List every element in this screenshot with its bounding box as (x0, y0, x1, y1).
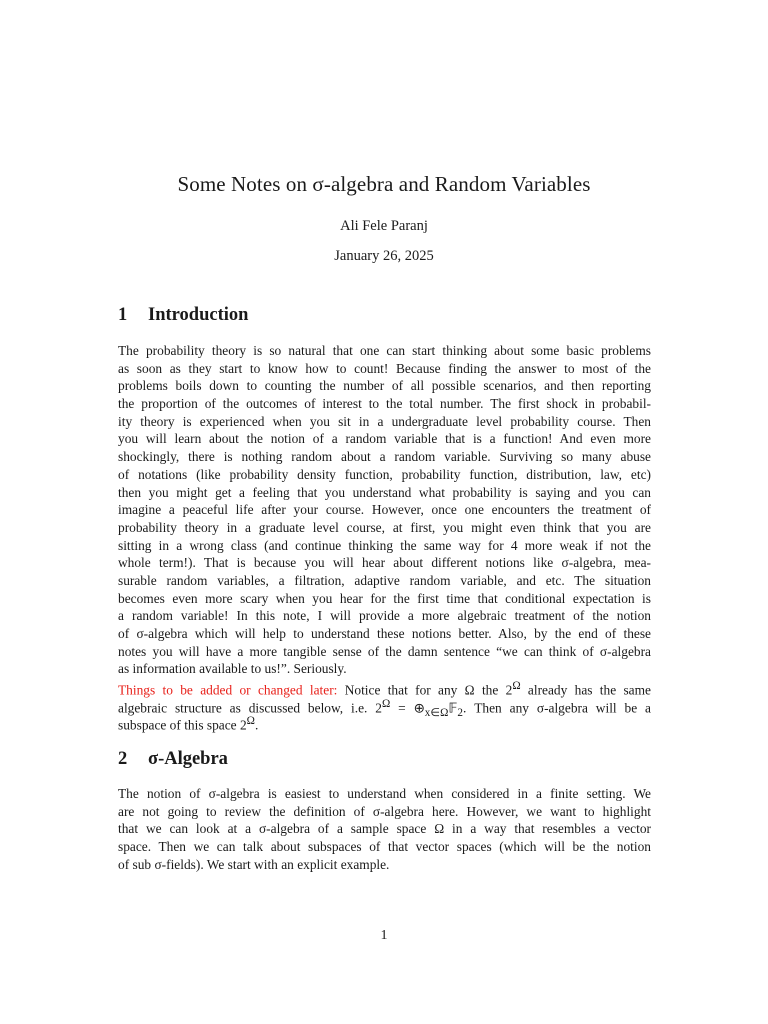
todo-note-line: algebraic structure as discussed below, i.e. $2^\Omega$ = $\oplus_{x\in\Omega}𝔽_2$. Then any σ-algebra will be a (118, 697, 651, 719)
paragraph-line: the proportion of the outcomes of interest to the total number. The first shock in probabil- (118, 396, 651, 412)
paragraph-line: then you might get a feeling that you understand what probability is saying and you can (118, 484, 651, 500)
paragraph-line: sitting in a wrong class (and continue thinking the same way for 4 more weak if not the (118, 537, 651, 553)
sigma-algebra-paragraph (118, 785, 651, 873)
paragraph-line: ity theory is experienced when you sit in a undergraduate level probability course. Then (118, 413, 651, 429)
todo-note-line: Things to be added or changed later: Notice that for any Ω the $2^\Omega$ already has the same (118, 680, 651, 698)
section-heading-introduction (118, 305, 248, 326)
document-title: Some Notes on σ-algebra and Random Variables (177, 172, 591, 196)
paragraph-line: are not going to review the definition of σ-algebra here. However, we want to highlight (118, 803, 651, 819)
paragraph-line: as information available to us!”. Seriously. (118, 661, 347, 677)
paragraph-line: of notations (like probability density function, probability function, distribution, law, etc) (118, 466, 651, 482)
paragraph-line: surable random variables, a filtration, adaptive random variable, and etc. The situation (118, 572, 651, 588)
document-author: Ali Fele Paranj (340, 218, 428, 234)
paragraph-line: you will learn about the notion of a random variable that is a function! And even more (118, 431, 651, 447)
paragraph-line: notes you will have a more tangible sense of the damn sentence “we can think of σ-algebra (118, 643, 651, 659)
paragraph-line: problems boils down to counting the number of all possible scenarios, and then reporting (118, 378, 651, 394)
paragraph-line: a random variable! In this note, I will provide a more algebraic treatment of the notion (118, 608, 651, 624)
paragraph-line: probability theory in a graduate level course, at first, you might even think that you are (118, 519, 651, 535)
paragraph-line: imagine a peaceful life after your course. However, once one encounters the treatment of (118, 502, 651, 518)
section-number: 2 (118, 749, 128, 769)
paragraph-line: The notion of σ-algebra is easiest to understand when considered in a finite setting. We (118, 786, 651, 801)
paragraph-line: space. Then we can talk about subspaces of that vector spaces (which will be the notion (118, 839, 651, 855)
page-number: 1 (380, 928, 388, 943)
todo-note-line: subspace of this space $2^\Omega$. (118, 715, 259, 733)
introduction-paragraph (118, 342, 651, 731)
paragraph-line: shockingly, there is nothing random about a random variable. Surviving so many abuse (118, 449, 651, 465)
paragraph-line: The probability theory is so natural that one can start thinking about some basic problems (118, 343, 651, 358)
section-number: 1 (118, 305, 128, 325)
document-date: January 26, 2025 (334, 248, 434, 264)
section-title: σ-Algebra (148, 749, 228, 769)
todo-note-label: Things to be added or changed later: (118, 682, 338, 698)
paragraph-line: as soon as they start to know how to count! Because finding the answer to most of the (118, 360, 651, 376)
paragraph-line: whole term!). That is because you will hear about different notions like σ-algebra, mea- (118, 555, 651, 571)
paragraph-line: that we can look at a σ-algebra of a sample space Ω in a way that resembles a vector (118, 821, 651, 837)
paragraph-line: of σ-algebra which will help to understand these notions better. Also, by the end of these (118, 626, 651, 641)
section-heading-sigma-algebra (118, 749, 228, 770)
paragraph-line: of sub σ-fields). We start with an explicit example. (118, 856, 390, 872)
section-title: Introduction (148, 305, 249, 325)
paragraph-line: becomes even more scary when you hear for the first time that conditional expectation is (118, 590, 651, 606)
